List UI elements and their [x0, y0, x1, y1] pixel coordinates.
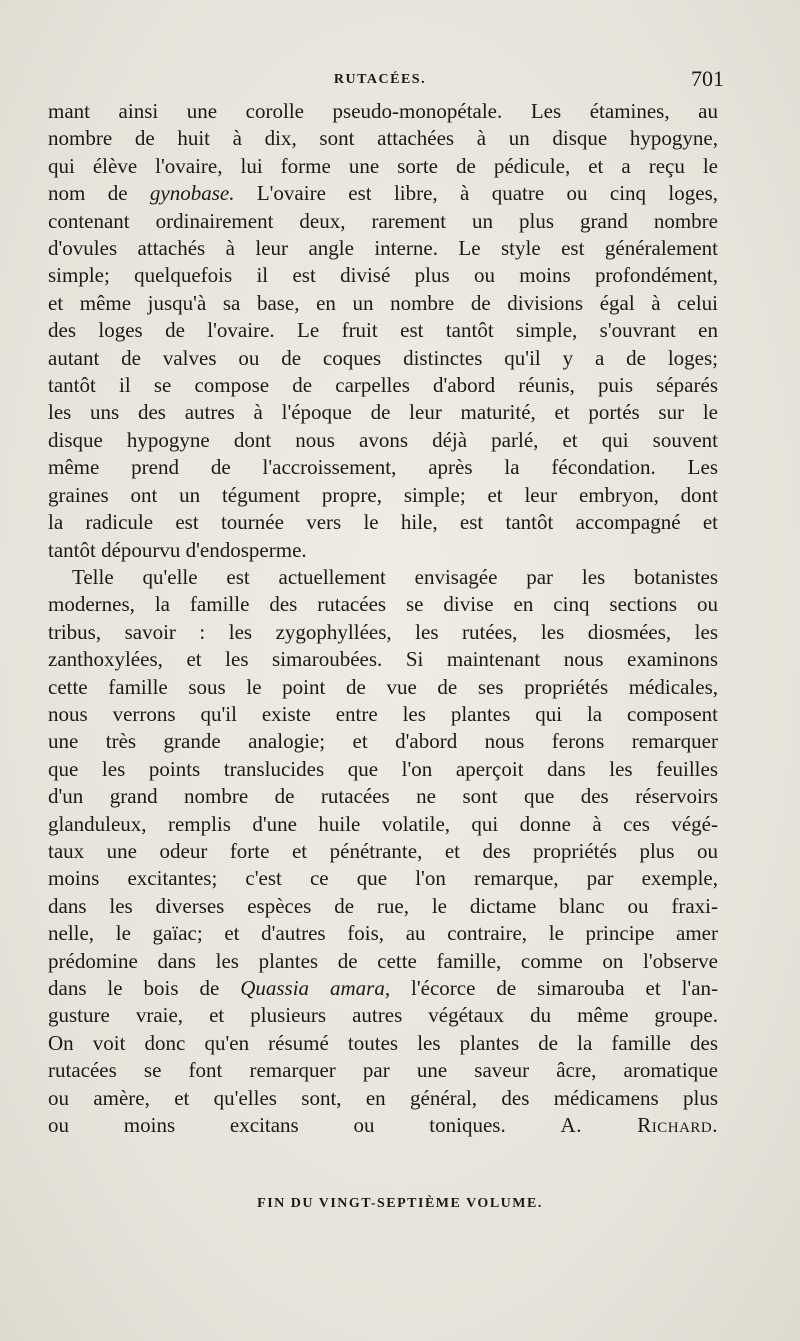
- text-line: moins excitantes; c'est ce que l'on remarque, par exemple,: [48, 866, 718, 891]
- text-line: nombre de huit à dix, sont attachées à un disque hypogyne,: [48, 126, 718, 151]
- text-line: d'ovules attachés à leur angle interne. Le style est généralement: [48, 236, 718, 261]
- text-line: prédomine dans les plantes de cette famille, comme on l'observe: [48, 948, 718, 973]
- text-line: tantôt il se compose de carpelles d'abord réunis, puis séparés: [48, 373, 718, 398]
- text-line: nelle, le gaïac; et d'autres fois, au contraire, le principe amer: [48, 921, 718, 946]
- text-line: les uns des autres à l'époque de leur maturité, et portés sur le: [48, 400, 718, 425]
- text-line: tribus, savoir : les zygophyllées, les rutées, les diosmées, les: [48, 619, 718, 644]
- text-run: l'écorce de simarouba et l'an-: [411, 976, 719, 1000]
- body-text: [48, 98, 718, 1139]
- text-line: glanduleux, remplis d'une huile volatile, qui donne à ces végé-: [48, 811, 718, 836]
- text-line: disque hypogyne dont nous avons déjà parlé, et qui souvent: [48, 427, 718, 452]
- text-run: ou moins excitans ou toniques.: [48, 1113, 506, 1138]
- running-title: RUTACÉES.: [333, 72, 427, 87]
- term-gynobase: gynobase.: [149, 181, 235, 206]
- text-line: zanthoxylées, et les simaroubées. Si maintenant nous examinons: [48, 647, 718, 672]
- text-line: cette famille sous le point de vue de ses propriétés médicales,: [48, 674, 718, 699]
- text-line: Telle qu'elle est actuellement envisagée par les botanistes: [72, 564, 718, 589]
- text-line: des loges de l'ovaire. Le fruit est tantôt simple, s'ouvrant en: [48, 318, 718, 343]
- text-run: L'ovaire est libre, à quatre ou cinq loges,: [256, 181, 718, 206]
- text-run: dans le bois de: [48, 976, 220, 1000]
- text-line: rutacées se font remarquer par une saveur âcre, aromatique: [48, 1058, 718, 1083]
- text-line: On voit donc qu'en résumé toutes les plantes de la famille des: [48, 1030, 718, 1055]
- term-quassia-amara: Quassia amara,: [240, 976, 391, 1000]
- text-line: une très grande analogie; et d'abord nous ferons remarquer: [48, 729, 718, 754]
- text-line: [48, 1112, 718, 1139]
- text-line: mant ainsi une corolle pseudo-monopétale. Les étamines, au: [48, 99, 718, 123]
- text-line: [48, 975, 718, 1002]
- text-line: la radicule est tournée vers le hile, est tantôt accompagné et: [48, 510, 718, 535]
- page-number: 701: [691, 66, 724, 91]
- text-line: autant de valves ou de coques distinctes qu'il y a de loges;: [48, 345, 718, 370]
- text-line: même prend de l'accroissement, après la fécondation. Les: [48, 455, 718, 480]
- text-line: qui élève l'ovaire, lui forme une sorte de pédicule, et a reçu le: [48, 153, 718, 178]
- text-run: nom de: [48, 181, 128, 206]
- text-line: graines ont un tégument propre, simple; et leur embryon, dont: [48, 482, 718, 507]
- text-line: taux une odeur forte et pénétrante, et des propriétés plus ou: [48, 838, 718, 863]
- text-line: modernes, la famille des rutacées se divise en cinq sections ou: [48, 592, 718, 617]
- text-line: d'un grand nombre de rutacées ne sont que des réservoirs: [48, 784, 718, 809]
- text-line: dans les diverses espèces de rue, le dictame blanc ou fraxi-: [48, 893, 718, 918]
- text-line: que les points translucides que l'on aperçoit dans les feuilles: [48, 756, 718, 781]
- page-header: [48, 66, 724, 94]
- text-line: contenant ordinairement deux, rarement un plus grand nombre: [48, 208, 718, 233]
- text-line: et même jusqu'à sa base, en un nombre de divisions égal à celui: [48, 290, 718, 315]
- text-line: [48, 180, 718, 207]
- text-line: gusture vraie, et plusieurs autres végétaux du même groupe.: [48, 1003, 718, 1028]
- volume-end-note: FIN DU VINGT-SEPTIÈME VOLUME.: [257, 1196, 543, 1211]
- text-line: nous verrons qu'il existe entre les plantes qui la composent: [48, 701, 718, 726]
- author-signature: A. Richard.: [560, 1113, 718, 1138]
- text-line: tantôt dépourvu d'endosperme.: [48, 537, 307, 562]
- text-line: simple; quelquefois il est divisé plus ou moins profondément,: [48, 263, 718, 288]
- text-line: ou amère, et qu'elles sont, en général, des médicamens plus: [48, 1085, 718, 1110]
